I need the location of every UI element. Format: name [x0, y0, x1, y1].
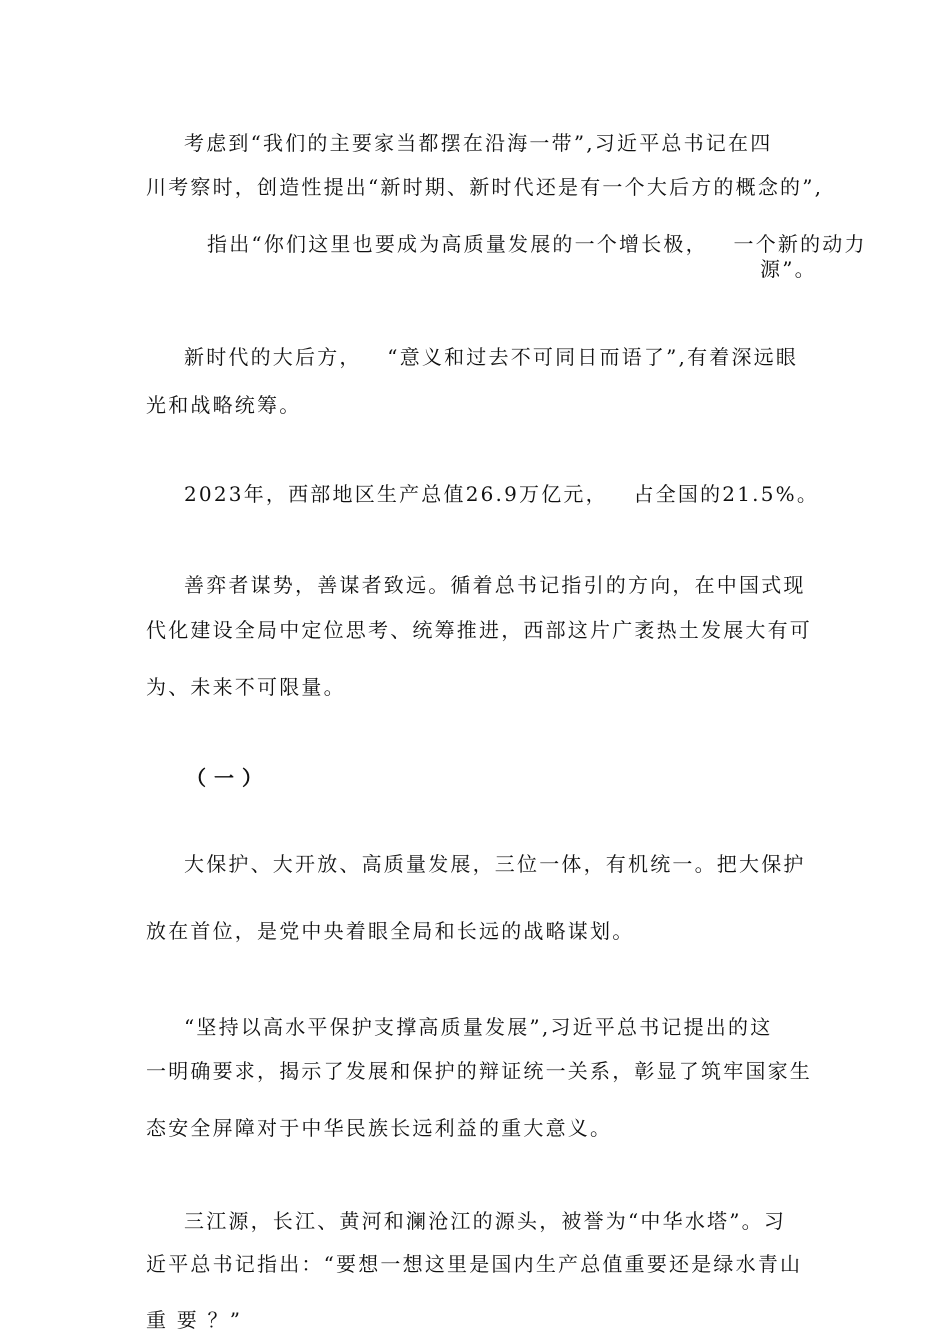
section-heading: （一） — [186, 766, 270, 790]
paragraph-2-line-1: 指出“你们这里也要成为高质量发展的一个增长极， 一个新的动力 — [207, 232, 867, 256]
paragraph-6-line-1: 大保护、大开放、高质量发展，三位一体，有机统一。把大保护 — [184, 852, 806, 876]
paragraph-5-line-1: 善弈者谋势，善谋者致远。循着总书记指引的方向，在中国式现 — [184, 573, 806, 597]
paragraph-4-line-1: 2023年，西部地区生产总值26.9万亿元， 占全国的21.5%。 — [184, 482, 820, 506]
paragraph-1-line-1: 考虑到“我们的主要家当都摆在沿海一带”,习近平总书记在四 — [184, 131, 773, 155]
paragraph-8-line-2: 近平总书记指出：“要想一想这里是国内生产总值重要还是绿水青山 — [146, 1252, 803, 1276]
paragraph-3-line-1: 新时代的大后方， “意义和过去不可同日而语了”,有着深远眼 — [184, 345, 799, 369]
paragraph-8-line-3: 重 要 ？” — [146, 1308, 243, 1332]
paragraph-3-line-2: 光和战略统筹。 — [146, 393, 302, 417]
paragraph-7-line-3: 态安全屏障对于中华民族长远利益的重大意义。 — [146, 1116, 613, 1140]
paragraph-8-line-1: 三江源，长江、黄河和澜沧江的源头，被誉为“中华水塔”。习 — [184, 1209, 787, 1233]
paragraph-6-line-2: 放在首位，是党中央着眼全局和长远的战略谋划。 — [146, 919, 635, 943]
paragraph-7-line-1: “坚持以高水平保护支撑高质量发展”,习近平总书记提出的这 — [184, 1015, 773, 1039]
paragraph-2-line-2: 源”。 — [760, 257, 817, 281]
paragraph-7-line-2: 一明确要求，揭示了发展和保护的辩证统一关系，彰显了筑牢国家生 — [146, 1059, 812, 1083]
paragraph-5-line-2: 代化建设全局中定位思考、统筹推进，西部这片广袤热土发展大有可 — [146, 618, 812, 642]
paragraph-5-line-3: 为、未来不可限量。 — [146, 675, 346, 699]
paragraph-1-line-2: 川考察时，创造性提出“新时期、新时代还是有一个大后方的概念的”, — [146, 175, 824, 199]
